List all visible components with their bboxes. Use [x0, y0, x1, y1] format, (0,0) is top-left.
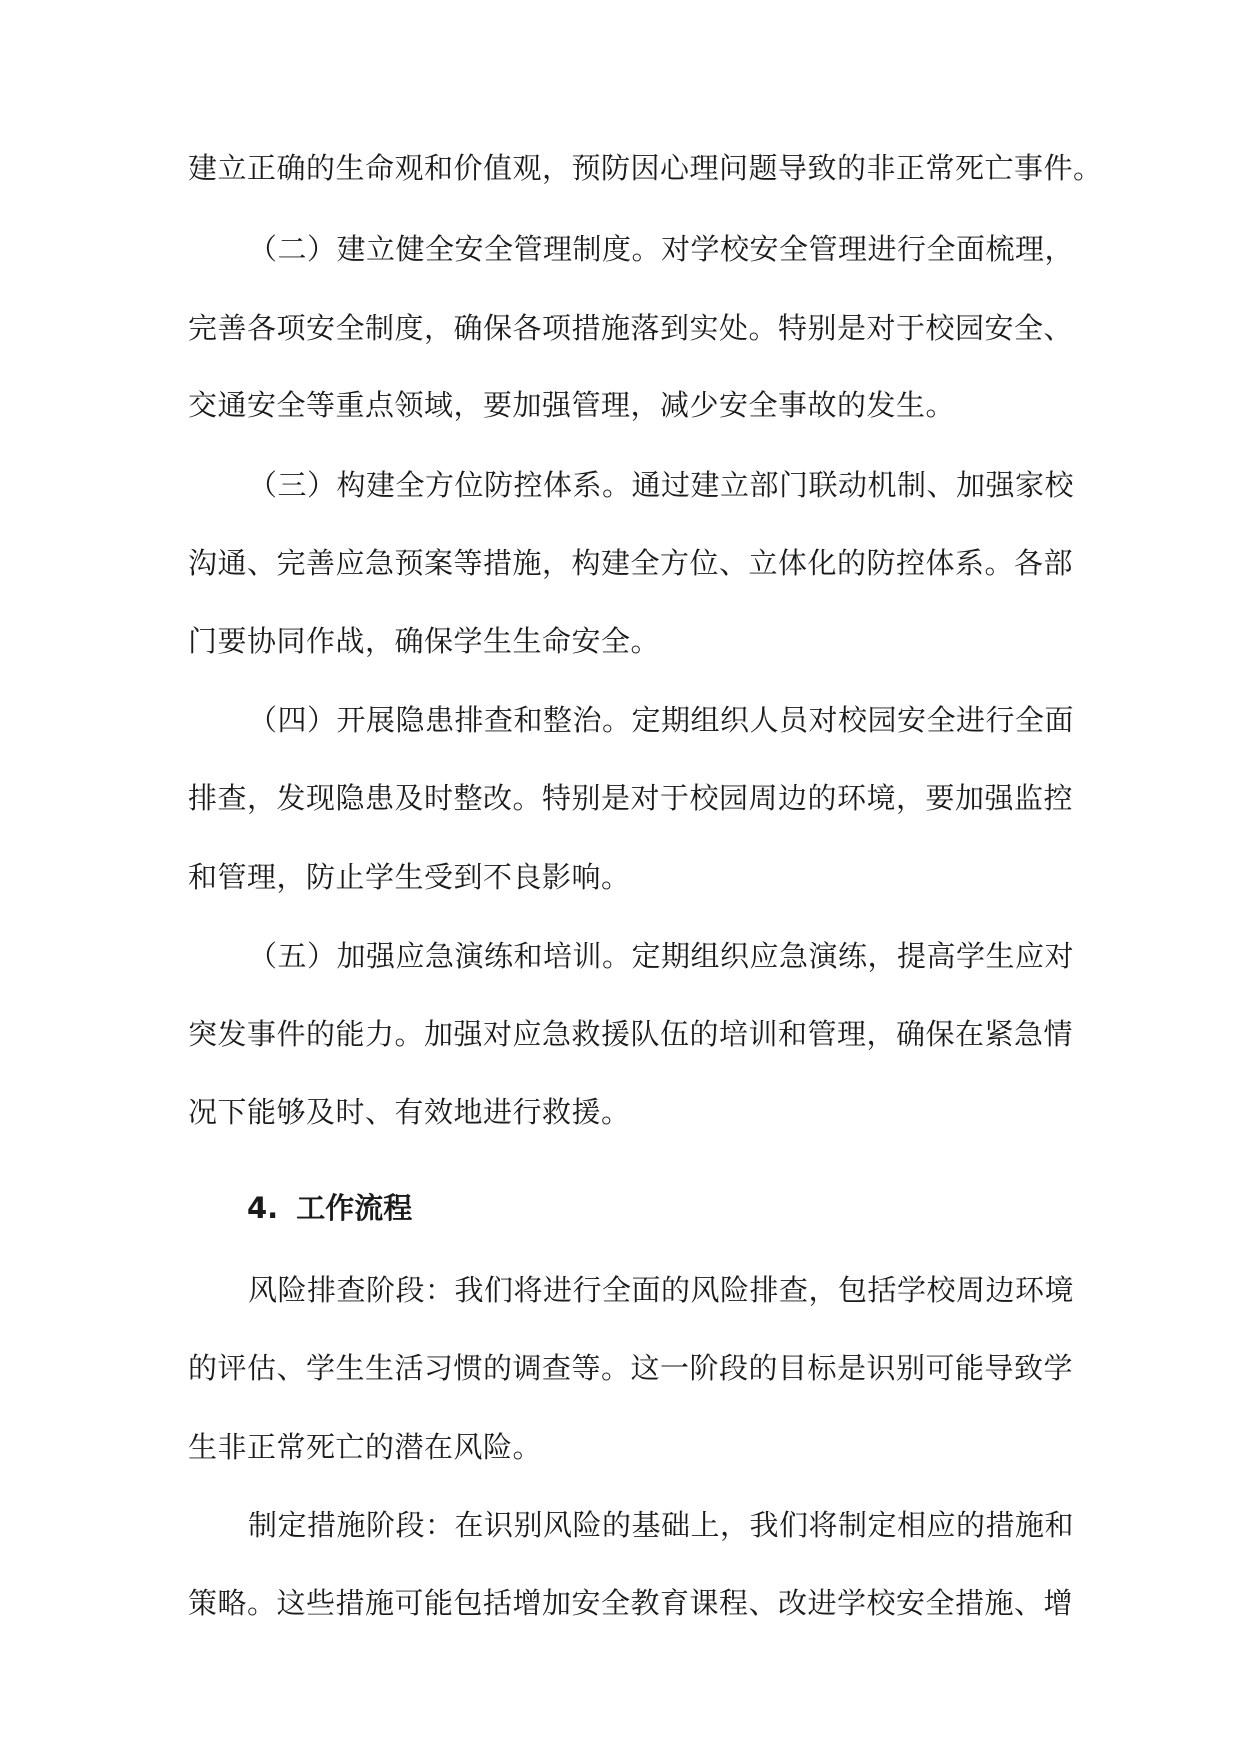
section-heading [247, 1188, 412, 1228]
paragraph-line: （三）构建全方位防控体系。通过建立部门联动机制、加强家校 [248, 468, 1075, 502]
paragraph-line: 完善各项安全制度，确保各项措施落到实处。特别是对于校园安全、 [188, 311, 1074, 345]
paragraph-line: 的评估、学生生活习惯的调查等。这一阶段的目标是识别可能导致学 [188, 1351, 1074, 1385]
paragraph-line: 生非正常死亡的潜在风险。 [188, 1430, 543, 1464]
paragraph-line: 制定措施阶段：在识别风险的基础上，我们将制定相应的措施和 [248, 1508, 1075, 1542]
paragraph-line: 和管理，防止学生受到不良影响。 [188, 860, 631, 894]
paragraph-line: 排查，发现隐患及时整改。特别是对于校园周边的环境，要加强监控 [188, 781, 1074, 815]
paragraph-line: 风险排查阶段：我们将进行全面的风险排查，包括学校周边环境 [248, 1273, 1075, 1307]
paragraph-line: （四）开展隐患排查和整治。定期组织人员对校园安全进行全面 [248, 703, 1075, 737]
paragraph-line: 交通安全等重点领域，要加强管理，减少安全事故的发生。 [188, 388, 956, 422]
paragraph-line: 沟通、完善应急预案等措施，构建全方位、立体化的防控体系。各部 [188, 546, 1074, 580]
paragraph-line: 况下能够及时、有效地进行救援。 [188, 1095, 631, 1129]
paragraph-line: （二）建立健全安全管理制度。对学校安全管理进行全面梳理， [248, 232, 1075, 266]
paragraph-line: （五）加强应急演练和培训。定期组织应急演练，提高学生应对 [248, 939, 1075, 973]
section-title: 工作流程 [296, 1191, 413, 1225]
section-number: 4. [247, 1191, 279, 1225]
paragraph-line: 门要协同作战，确保学生生命安全。 [188, 624, 661, 658]
paragraph-line: 突发事件的能力。加强对应急救援队伍的培训和管理，确保在紧急情 [188, 1017, 1074, 1051]
paragraph-line: 建立正确的生命观和价值观，预防因心理问题导致的非正常死亡事件。 [188, 151, 1103, 185]
paragraph-line: 策略。这些措施可能包括增加安全教育课程、改进学校安全措施、增 [188, 1586, 1074, 1620]
